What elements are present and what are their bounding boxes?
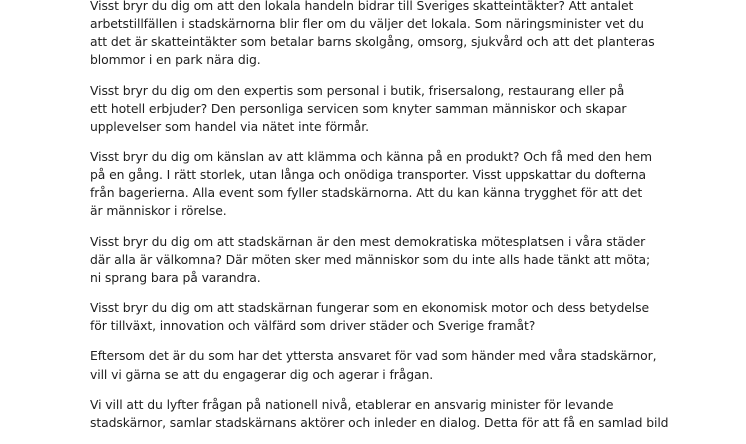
- paragraph-product-feel: Visst bryr du dig om känslan av att klämma och känna på en produkt? Och få med den hem på en gång. I rätt storlek, utan långa och onödiga transporter. Visst uppskattar du dofterna från bagerierna. Alla event som fyller stadskärnorna. Att du kan känna trygghet för att det är människor i rörelse.: [90, 149, 653, 219]
- paragraph-economic-engine: Visst bryr du dig om att stadskärnan fungerar som en ekonomisk motor och dess betydelse för tillväxt, innovation och välfärd som driver städer och Sverige framåt?: [90, 300, 650, 334]
- paragraph-tax-revenue: Visst bryr du dig om att den lokala handeln bidrar till Sveriges skatteintäkter? Att antalet arbetstillfällen i stadskärnorna blir fler om du väljer det lokala. Som näringsminister vet du att det är skatteintäkter som betalar barns skolgång, omsorg, sjukvård och att det planteras blommor i en park nära dig.: [90, 0, 655, 68]
- paragraph-democratic-meeting-place: Visst bryr du dig om att stadskärnan är den mest demokratiska mötesplatsen i våra städer där alla är välkomna? Där möten sker med människor som du inte alls hade tänkt att möta; ni sprang bara på varandra.: [90, 233, 651, 285]
- paragraph-personal-service: Visst bryr du dig om den expertis som personal i butik, frisersalong, restaurang eller på ett hotell erbjuder? Den personliga servicen som knyter samman människor och skapar upplevelser som handel via nätet inte förmår.: [90, 82, 627, 134]
- paragraph-responsibility: Eftersom det är du som har det yttersta ansvaret för vad som händer med våra stadskärnor, vill vi gärna se att du engagerar dig och agerar i frågan.: [90, 348, 657, 382]
- document-body: [90, 0, 670, 444]
- paragraph-national-level: Vi vill att du lyfter frågan på nationell nivå, etablerar en ansvarig minister för levande stadskärnor, samlar stadskärnans aktörer och inleder en dialog. Detta för att få en samlad bild: [90, 396, 669, 430]
